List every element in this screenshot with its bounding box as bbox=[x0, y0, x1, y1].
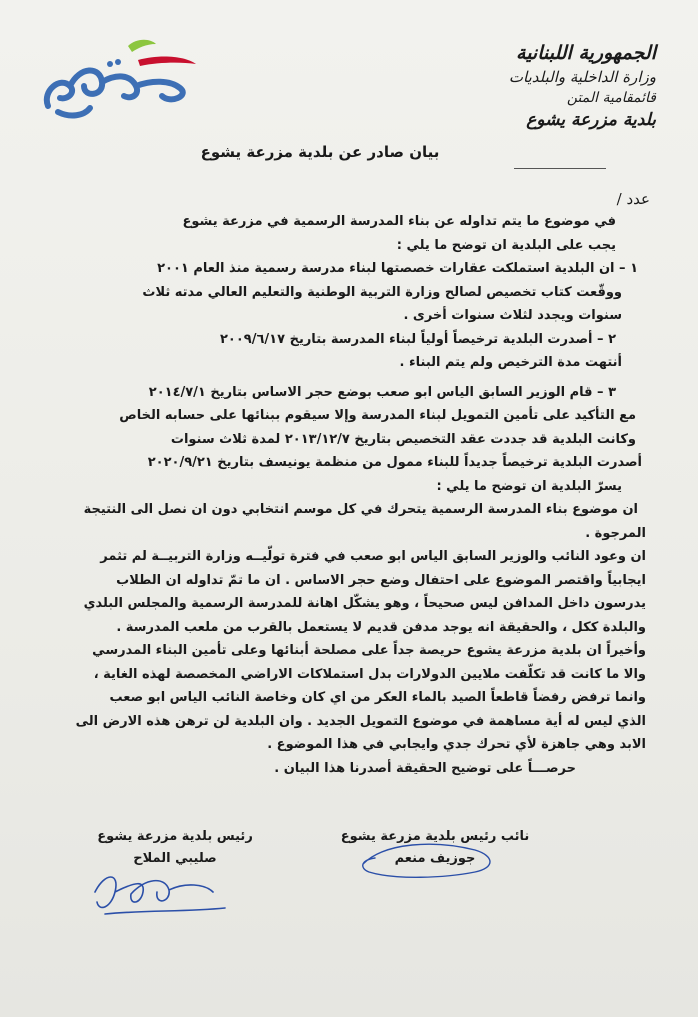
body-line: المرجوة . bbox=[585, 525, 646, 541]
body-line: الذي ليس له أية مساهمة في موضوع التمويل الجديد . وان البلدية لن ترهن هذه الارض الى bbox=[75, 713, 646, 729]
logo-letters bbox=[47, 70, 183, 115]
body-line: ووقّعت كتاب تخصيص لصالح وزارة التربية الوطنية والتعليم العالي مدته ثلاث bbox=[142, 284, 622, 300]
body-line: يدرسون داخل المدافن ليس صحيحاً ، وهو يشكّل اهانة للمدرسة الرسمية والمجلس البلدي bbox=[83, 596, 646, 611]
letterhead-municipality: بلدية مزرعة يشوع bbox=[526, 110, 656, 130]
body-line: يسرّ البلدية ان توضح ما يلي : bbox=[436, 478, 622, 494]
body-line: يجب على البلدية ان توضح ما يلي : bbox=[396, 237, 616, 253]
letterhead-ministry: وزارة الداخلية والبلديات bbox=[508, 68, 656, 86]
signatory-role: نائب رئيس بلدية مزرعة يشوع bbox=[340, 829, 530, 844]
body-line: سنوات ويجدد لثلاث سنوات أخرى . bbox=[403, 308, 622, 323]
body-line: ان موضوع بناء المدرسة الرسمية يتحرك في كل موسم انتخابي دون ان نصل الى النتيجة bbox=[83, 502, 638, 517]
logo-swoosh bbox=[138, 57, 196, 66]
statement-body bbox=[40, 210, 646, 780]
body-line: وكانت البلدية قد جددت عقد التخصيص بتاريخ ٢٠١٣/١٢/٧ لمدة ثلاث سنوات bbox=[170, 431, 636, 447]
reference-number: عدد / bbox=[616, 190, 650, 208]
body-line: مع التأكيد على تأمين التمويل لبناء المدرسة وإلا سيقوم ببنائها على حسابه الخاص bbox=[119, 408, 636, 423]
body-line: والا ما كانت قد تكلّفت ملايين الدولارات بدل استملاكات الاراضي المخصصة لهذه الغاية ، bbox=[93, 666, 646, 682]
body-line: أنتهت مدة الترخيص ولم يتم البناء . bbox=[399, 355, 622, 370]
letterhead-divider bbox=[514, 168, 606, 169]
deputy-signature bbox=[355, 836, 505, 886]
body-line: ٢ – أصدرت البلدية ترخيصاً أولياً لبناء المدرسة بتاريخ ٢٠٠٩/٦/١٧ bbox=[220, 331, 616, 347]
letterhead-republic: الجمهورية اللبنانية bbox=[516, 42, 656, 64]
body-line: وانما ترفض رفضاً قاطعاً الصيد بالماء العكر من اي كان وخاصة النائب الياس ابو صعب bbox=[109, 690, 646, 705]
signatory-name: جوزيف منعم bbox=[394, 851, 476, 866]
body-line: حرصـــاً على توضيح الحقيقة أصدرنا هذا البيان . bbox=[274, 760, 576, 776]
body-line: ان وعود النائب والوزير السابق الياس ابو صعب في فترة تولّيــه وزارة التربيــة لم تثمر bbox=[100, 549, 646, 564]
body-line: وأخيراً ان بلدية مزرعة يشوع حريصة جداً على مصلحة أبنائها وعلى تأمين البناء المدرسي bbox=[92, 643, 646, 658]
logo-dot bbox=[115, 59, 121, 65]
body-line: أصدرت البلدية ترخيصاً جديداً للبناء ممول من منظمة يونيسف بتاريخ ٢٠٢٠/٩/٢١ bbox=[147, 455, 642, 470]
body-line: الابد وهي جاهزة لأي تحرك جدي وايجابي في هذا الموضوع . bbox=[267, 737, 646, 752]
body-line: والبلدة ككل ، والحقيقة انه يوجد مدفن قديم لا يستعمل بالقرب من ملعب المدرسة . bbox=[116, 619, 646, 635]
letterhead bbox=[466, 42, 656, 130]
logo-leaf bbox=[128, 40, 156, 52]
mayor-signature bbox=[85, 862, 235, 922]
logo-dot bbox=[107, 61, 113, 67]
municipality-logo bbox=[40, 36, 200, 126]
signatory-role: رئيس بلدية مزرعة يشوع bbox=[97, 829, 253, 844]
body-line: ١ – ان البلدية استملكت عقارات خصصتها لبناء مدرسة رسمية منذ العام ٢٠٠١ bbox=[157, 261, 638, 276]
signatory-name: صليبي الملاح bbox=[133, 851, 217, 866]
letterhead-district: قائمقامية المتن bbox=[566, 90, 656, 106]
body-line: في موضوع ما يتم تداوله عن بناء المدرسة الرسمية في مزرعة يشوع bbox=[182, 214, 616, 229]
body-line: ٣ – قام الوزير السابق الياس ابو صعب بوضع حجر الاساس بتاريخ ٢٠١٤/٧/١ bbox=[148, 384, 616, 400]
statement-title: بيان صادر عن بلدية مزرعة يشوع bbox=[200, 143, 440, 161]
body-line: ايجابياً واقتصر الموضوع على احتفال وضع حجر الاساس . ان ما تمّ تداوله ان الطلاب bbox=[116, 572, 646, 588]
